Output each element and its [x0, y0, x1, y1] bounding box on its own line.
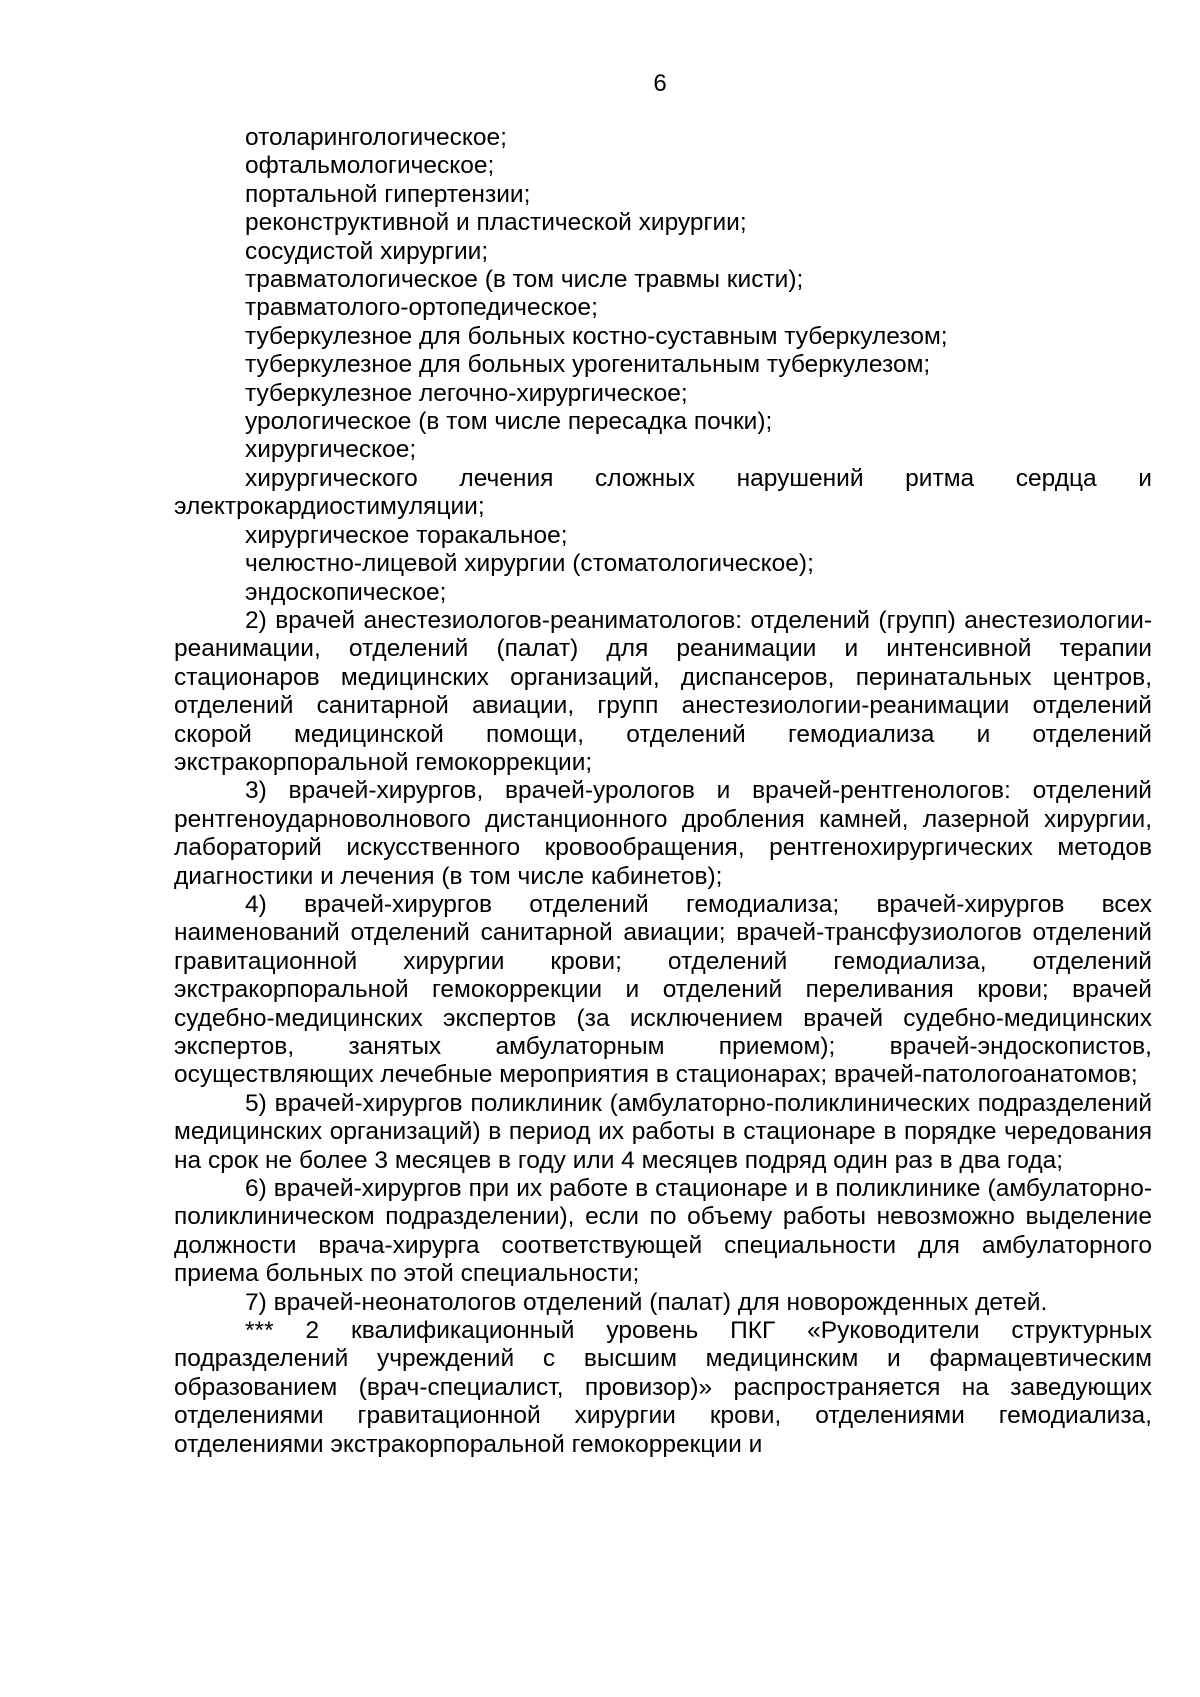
list-item: отоларингологическое; — [245, 124, 507, 151]
list-item: травматолого-ортопедическое; — [245, 294, 598, 322]
list-item: хирургическое торакальное; — [245, 521, 568, 549]
list-item: эндоскопическое; — [245, 578, 447, 606]
list-item: туберкулезное для больных костно-суставным туберкулезом; — [245, 322, 948, 350]
list-item-wrapped: хирургического лечения сложных нарушений ритма сердца и электрокардиостимуляции; — [174, 464, 1152, 521]
list-item: хирургическое; — [245, 436, 417, 464]
list-item: туберкулезное легочно-хирургическое; — [245, 379, 688, 407]
paragraph-item-7: 7) врачей-неонатологов отделений (палат) для новорожденных детей. — [245, 1288, 1048, 1316]
paragraph-item-4: 4) врачей-хирургов отделений гемодиализа; врачей-хирургов всех наименований отделений санитарной авиации; врачей-трансфузиологов отделений гравитационной хирургии крови; отделений гемодиализа, отделений экстракорпоральной гемокоррекции и отделений переливания крови; врачей судебно-медицинских экспертов (за исключением врачей судебно-медицинских экспертов, занятых амбулаторным приемом); врачей-эндоскопистов, осуществляющих лечебные мероприятия в стационарах; врачей-патологоанатомов; — [174, 890, 1152, 1089]
list-item: туберкулезное для больных урогенитальным туберкулезом; — [245, 351, 931, 379]
list-item: челюстно-лицевой хирургии (стоматологическое); — [245, 550, 814, 578]
list-item: сосудистой хирургии; — [245, 237, 489, 265]
paragraph-item-2: 2) врачей анестезиологов-реаниматологов: отделений (групп) анестезиологии-реанимации, отделений (палат) для реанимации и интенсивной терапии стационаров медицинских организаций, диспансеров, перинатальных центров, отделений санитарной авиации, групп анестезиологии-реанимации отделений скорой медицинской помощи, отделений гемодиализа и отделений экстракорпоральной гемокоррекции; — [174, 606, 1152, 776]
list-item: офтальмологическое; — [245, 152, 495, 180]
paragraph-item-5: 5) врачей-хирургов поликлиник (амбулаторно-поликлинических подразделений медицинских организаций) в период их работы в стационаре в порядке чередования на срок не более 3 месяцев в году или 4 месяцев подряд один раз в два года; — [174, 1089, 1152, 1174]
footnote-paragraph: *** 2 квалификационный уровень ПКГ «Руководители структурных подразделений учреждений с высшим медицинским и фармацевтическим образованием (врач-специалист, провизор)» распространяется на заведующих отделениями гравитационной хирургии крови, отделениями гемодиализа, отделениями экстракорпоральной гемокоррекции и — [174, 1317, 1152, 1458]
list-item: реконструктивной и пластической хирургии; — [245, 209, 747, 237]
list-item: урологическое (в том числе пересадка почки); — [245, 408, 773, 436]
document-body — [174, 124, 1152, 1459]
list-item: травматологическое (в том числе травмы кисти); — [245, 266, 804, 294]
list-item: портальной гипертензии; — [245, 180, 531, 208]
page-number: 6 — [653, 70, 667, 97]
paragraph-item-3: 3) врачей-хирургов, врачей-урологов и врачей-рентгенологов: отделений рентгеноударноволнового дистанционного дробления камней, лазерной хирургии, лабораторий искусственного кровообращения, рентгенохирургических методов диагностики и лечения (в том числе кабинетов); — [174, 777, 1152, 890]
paragraph-item-6: 6) врачей-хирургов при их работе в стационаре и в поликлинике (амбулаторно-поликлиническом подразделении), если по объему работы невозможно выделение должности врача-хирурга соответствующей специальности для амбулаторного приема больных по этой специальности; — [174, 1175, 1152, 1288]
